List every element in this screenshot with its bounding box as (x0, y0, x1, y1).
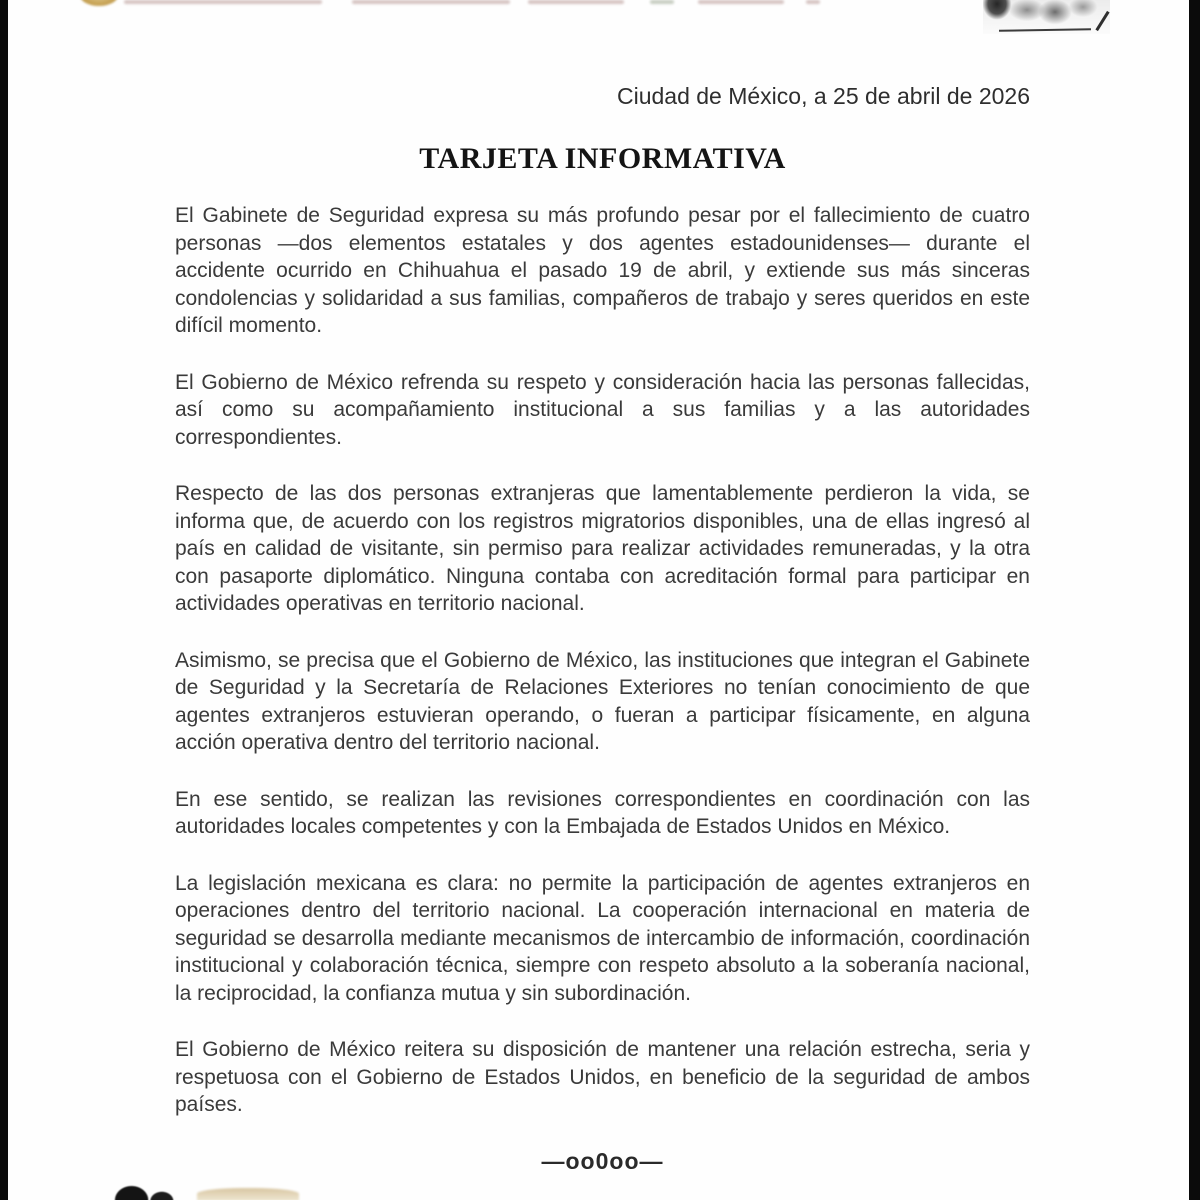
dateline: Ciudad de México, a 25 de abril de 2026 (616, 83, 1030, 109)
body-paragraph: En ese sentido, se realizan las revisiones correspondientes en coordinación con las autoridades locales competentes y con la Embajada de Estados Unidos en México. (175, 787, 1030, 838)
letterhead-text-fragment (806, 0, 820, 4)
body-paragraph: El Gobierno de México reitera su disposición de mantener una relación estrecha, seria y respetuosa con el Gobierno de Estados Unidos, en beneficio de la seguridad de ambos países. (175, 1038, 1030, 1116)
body-paragraph: Respecto de las dos personas extranjeras que lamentablemente perdieron la vida, se informa que, de acuerdo con los registros migratorios disponibles, una de ellas ingresó al país en calidad de visitante, sin permiso para realizar actividades remuneradas, y la otra con pasaporte diplomático. Ninguna contaba con acreditación formal para participar en actividades operativas en territorio nacional. (175, 482, 1030, 615)
right-frame-border (1189, 0, 1200, 1200)
gold-seal-icon (80, 0, 118, 6)
letterhead-text-fragment (124, 0, 322, 4)
photo-diagonal (1095, 11, 1109, 31)
footer-seal-fragment (197, 1188, 299, 1200)
body-paragraph: La legislación mexicana es clara: no permite la participación de agentes extranjeros en operaciones dentro del territorio nacional. La cooperación internacional en materia de seguridad se desarrolla mediante mecanismos de intercambio de información, coordinación institucional y colaboración técnica, siempre con respeto absoluto a la soberanía nacional, la reciprocidad, la confianza mutua y sin subordinación. (175, 871, 1030, 1005)
letterhead-text-fragment (528, 0, 624, 4)
photo-baseline (999, 28, 1091, 32)
document-body (175, 202, 1030, 1175)
closing-mark: —oo0oo— (541, 1147, 664, 1174)
left-frame-border (0, 0, 8, 1200)
body-paragraph: El Gabinete de Seguridad expresa su más profundo pesar por el fallecimiento de cuatro personas —dos elementos estatales y dos agentes estadounidenses— durante el accidente ocurrido en Chihuahua el pasado 19 de abril, y extiende sus más sinceras condolencias y solidaridad a sus familias, compañeros de trabajo y seres queridos en este difícil momento. (175, 204, 1030, 337)
letterhead-text-fragment (698, 0, 784, 4)
letterhead-text-fragment (352, 0, 510, 4)
body-paragraph: Asimismo, se precisa que el Gobierno de México, las instituciones que integran el Gabinete de Seguridad y la Secretaría de Relaciones Exteriores no tenían conocimiento de que agentes extranjeros estuvieran operando, o fueran a participar físicamente, en alguna acción operativa dentro del territorio nacional. (175, 648, 1030, 754)
letterhead-photo-fragment (983, 0, 1110, 34)
letterhead-text-fragment (650, 0, 674, 4)
body-paragraph: El Gobierno de México refrenda su respeto y consideración hacia las personas fallecidas, así como su acompañamiento institucional a sus familias y a las autoridades correspondientes. (175, 370, 1030, 449)
footer-logo-fragment (110, 1183, 182, 1200)
page-title: TARJETA INFORMATIVA (419, 142, 786, 175)
